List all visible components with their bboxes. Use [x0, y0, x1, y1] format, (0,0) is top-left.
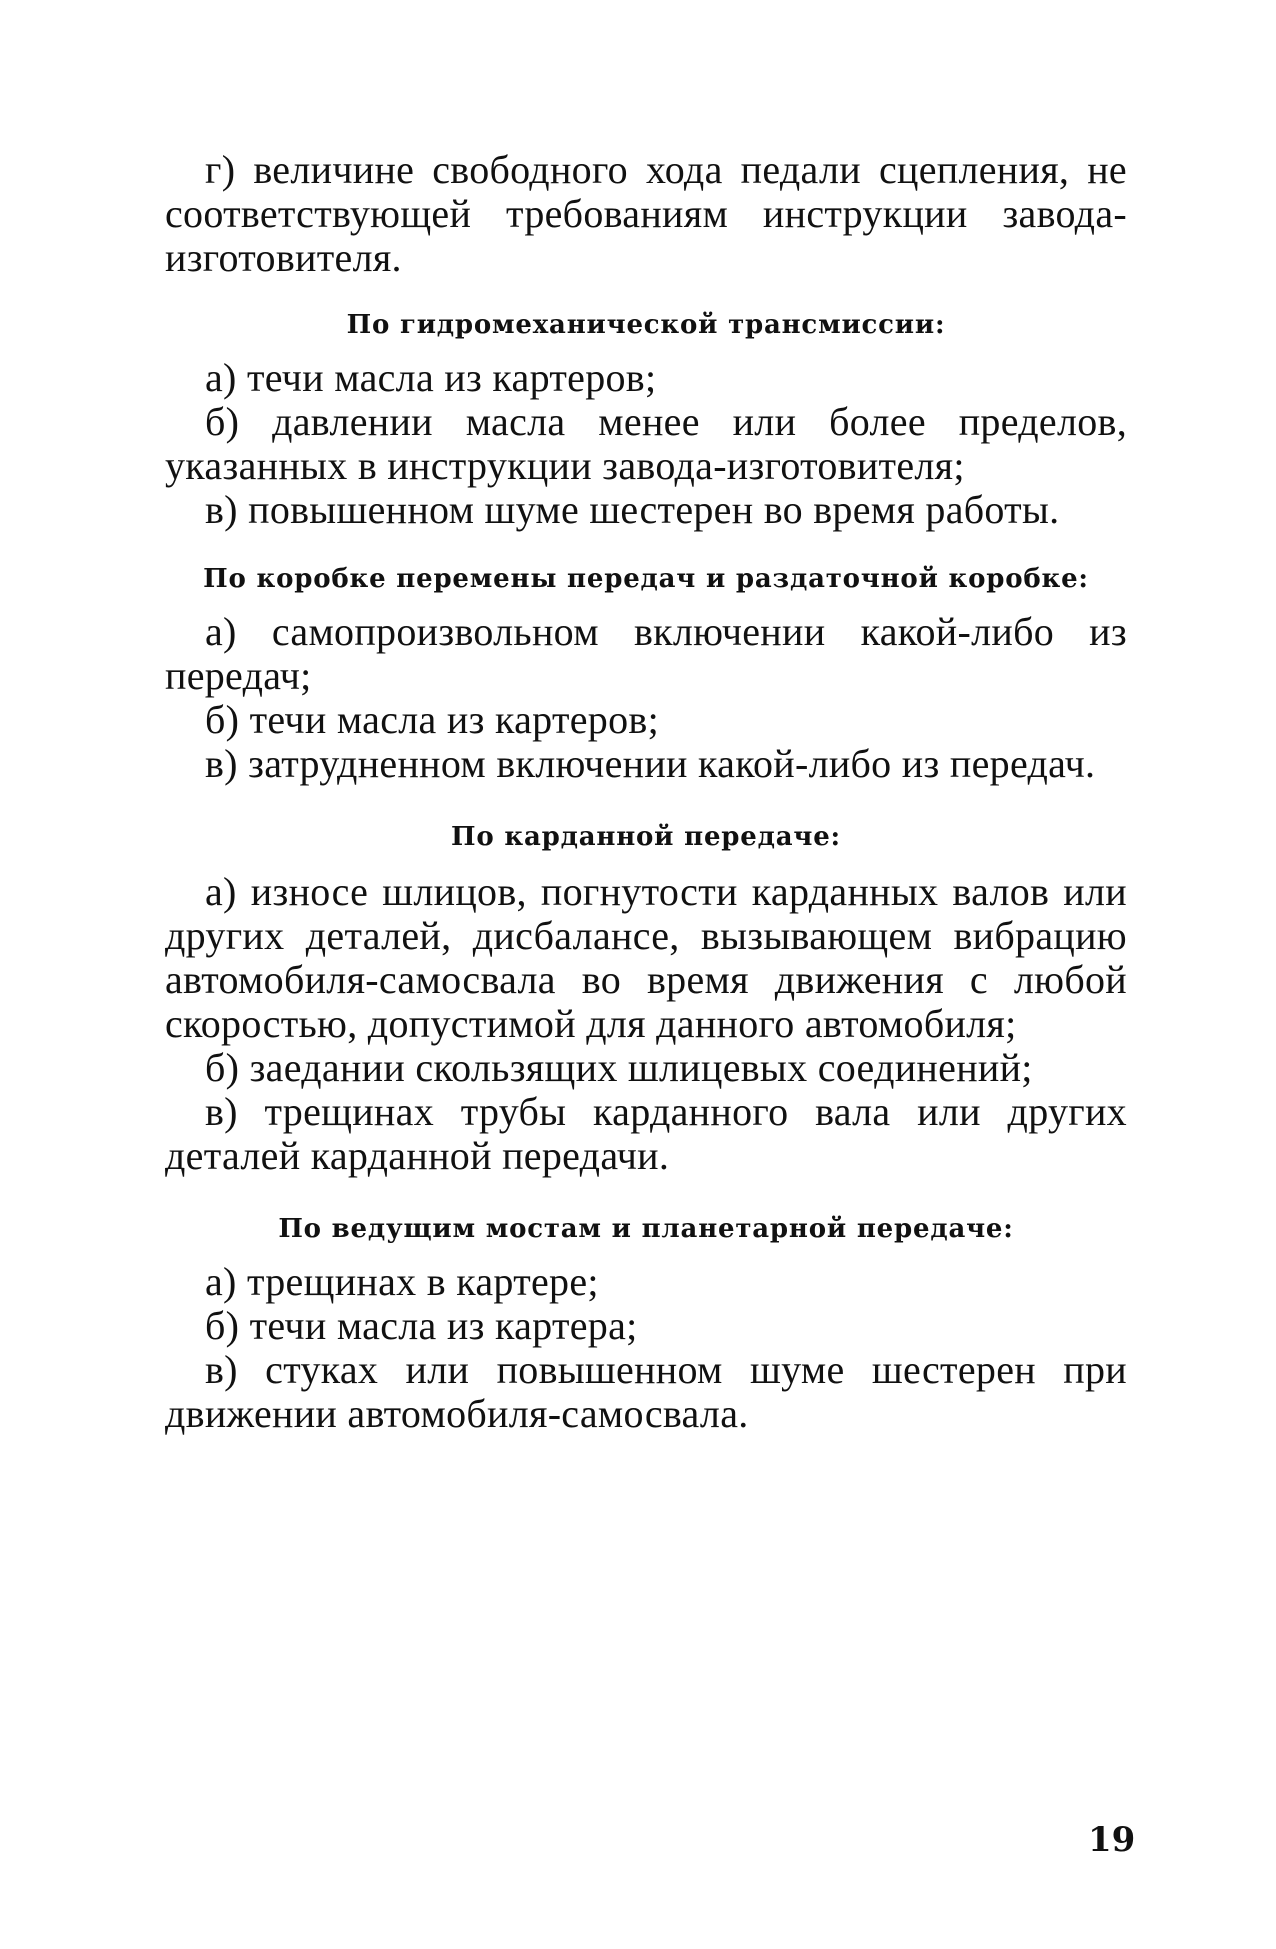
list-item: в) повышенном шуме шестерен во время работы. — [205, 487, 1060, 532]
page-content — [165, 148, 1127, 1436]
list-item: б) заедании скользящих шлицевых соединений; — [205, 1045, 1033, 1090]
list-item: а) трещинах в картере; — [205, 1259, 599, 1304]
list-item: а) течи масла из картеров; — [205, 355, 657, 400]
list-item: а) самопроизвольном включении какой-либо из передач; — [165, 609, 1127, 698]
section-cardan-transmission — [165, 820, 1127, 1178]
section-drive-axles-planetary — [165, 1212, 1127, 1436]
list-item: в) затрудненном включении какой-либо из передач. — [205, 741, 1096, 786]
list-item: б) течи масла из картеров; — [205, 697, 659, 742]
list-item: б) давлении масла менее или более пределов, указанных в инструкции завода-изготовителя; — [165, 399, 1127, 488]
intro-item-g: г) величине свободного хода педали сцепления, не соответствующей требованиям инструкции завода-изготовителя. — [165, 147, 1127, 280]
section-gearbox-transfer-case — [165, 562, 1127, 786]
section-heading: По ведущим мостам и планетарной передаче: — [278, 1214, 1014, 1244]
page-number: 19 — [1088, 1820, 1136, 1860]
section-heading: По коробке перемены передач и раздаточной коробке: — [203, 564, 1089, 594]
list-item: в) трещинах трубы карданного вала или других деталей карданной передачи. — [165, 1089, 1127, 1178]
section-heading: По гидромеханической трансмиссии: — [346, 310, 946, 340]
list-item: в) стуках или повышенном шуме шестерен при движении автомобиля-самосвала. — [165, 1347, 1127, 1436]
list-item: а) износе шлицов, погнутости карданных валов или других деталей, дисбалансе, вызывающем вибрацию автомобиля-самосвала во время движения с любой скоростью, допустимой для данного автомобиля; — [165, 869, 1127, 1046]
section-heading: По карданной передаче: — [451, 822, 841, 852]
list-item: б) течи масла из картера; — [205, 1303, 638, 1348]
section-hydromechanical-transmission — [165, 308, 1127, 532]
